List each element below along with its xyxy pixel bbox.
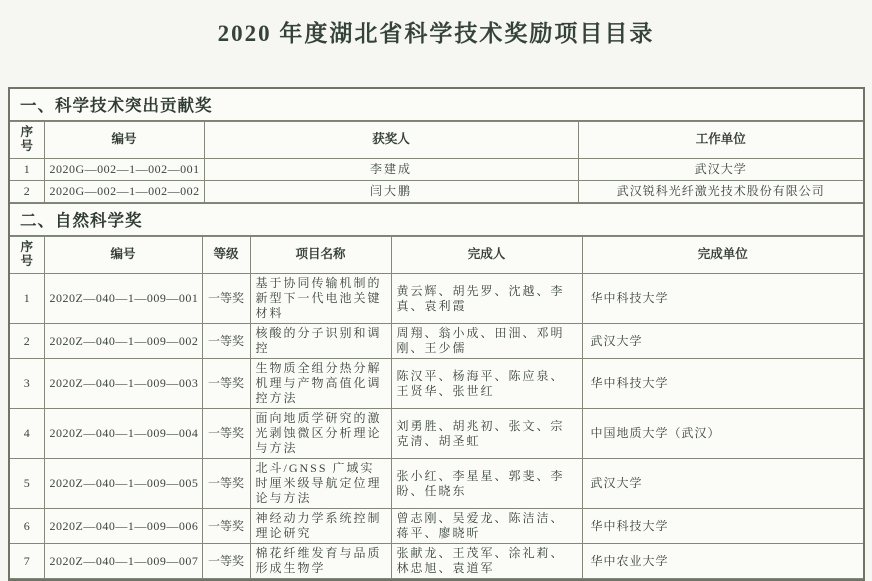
- page-title: 2020 年度湖北省科学技术奖励项目目录: [217, 21, 655, 46]
- table-row: [10, 274, 863, 324]
- cell-project: 棉花纤维发育与品质形成生物学: [250, 544, 391, 579]
- cell-unit: 华中科技大学: [582, 274, 863, 324]
- cell-seq: 2: [10, 181, 44, 203]
- cell-code: 2020G—002—1—002—001: [44, 159, 204, 181]
- cell-workunit: 武汉锐科光纤激光技术股份有限公司: [578, 181, 863, 203]
- header-cell-code: 编号: [44, 122, 204, 159]
- cell-seq: 1: [10, 159, 44, 181]
- cell-completers: 张献龙、王茂军、涂礼莉、林忠旭、袁道军: [391, 544, 582, 579]
- cell-completers: 黄云辉、胡先罗、沈越、李真、袁利霞: [391, 274, 582, 324]
- header-cell-code: 编号: [44, 237, 202, 274]
- header-cell-grade: 等级: [202, 237, 250, 274]
- cell-code: 2020Z—040—1—009—003: [44, 359, 202, 409]
- table-row: [10, 459, 863, 509]
- section-heading-natural-science: 二、自然科学奖: [10, 203, 863, 236]
- cell-grade: 一等奖: [202, 459, 250, 509]
- table-row: [10, 159, 863, 181]
- header-cell-project: 项目名称: [250, 237, 391, 274]
- cell-grade: 一等奖: [202, 409, 250, 459]
- cell-completers: 张小红、李星星、郭斐、李盼、任晓东: [391, 459, 582, 509]
- cell-seq: 4: [10, 409, 44, 459]
- header-cell-winner: 获奖人: [204, 122, 578, 159]
- header-cell-seq: 序号: [10, 122, 44, 159]
- cell-unit: 武汉大学: [582, 459, 863, 509]
- cell-winner: 李建成: [204, 159, 578, 181]
- header-row: [10, 122, 863, 159]
- section-heading-outstanding-contribution: 一、科学技术突出贡献奖: [10, 89, 863, 121]
- outstanding-contribution-table: [10, 121, 863, 203]
- cell-unit: 华中科技大学: [582, 359, 863, 409]
- cell-code: 2020Z—040—1—009—006: [44, 509, 202, 544]
- cell-seq: 6: [10, 509, 44, 544]
- cell-workunit: 武汉大学: [578, 159, 863, 181]
- cell-completers: 刘勇胜、胡兆初、张文、宗克清、胡圣虹: [391, 409, 582, 459]
- cell-code: 2020Z—040—1—009—005: [44, 459, 202, 509]
- cell-winner: 闫大鹏: [204, 181, 578, 203]
- header-cell-completers: 完成人: [391, 237, 582, 274]
- cell-grade: 一等奖: [202, 509, 250, 544]
- header-cell-seq: 序号: [10, 237, 44, 274]
- cell-unit: 华中农业大学: [582, 544, 863, 579]
- awards-document: [8, 87, 865, 581]
- table-row: [10, 509, 863, 544]
- cell-code: 2020Z—040—1—009—004: [44, 409, 202, 459]
- cell-grade: 一等奖: [202, 359, 250, 409]
- cell-unit: 华中科技大学: [582, 509, 863, 544]
- cell-grade: 一等奖: [202, 324, 250, 359]
- cell-unit: 武汉大学: [582, 324, 863, 359]
- cell-seq: 2: [10, 324, 44, 359]
- cell-grade: 一等奖: [202, 274, 250, 324]
- natural-science-table: [10, 236, 863, 579]
- cell-seq: 5: [10, 459, 44, 509]
- cell-seq: 7: [10, 544, 44, 579]
- cell-project: 基于协同传输机制的新型下一代电池关键材料: [250, 274, 391, 324]
- cell-project: 核酸的分子识别和调控: [250, 324, 391, 359]
- cell-code: 2020Z—040—1—009—002: [44, 324, 202, 359]
- cell-completers: 周翔、翁小成、田沺、邓明刚、王少儒: [391, 324, 582, 359]
- table-row: [10, 181, 863, 203]
- cell-seq: 3: [10, 359, 44, 409]
- header-row: [10, 237, 863, 274]
- header-cell-unit: 完成单位: [582, 237, 863, 274]
- cell-project: 面向地质学研究的激光剥蚀微区分析理论与方法: [250, 409, 391, 459]
- table-row: [10, 359, 863, 409]
- cell-grade: 一等奖: [202, 544, 250, 579]
- cell-project: 生物质全组分热分解机理与产物高值化调控方法: [250, 359, 391, 409]
- cell-project: 北斗/GNSS 广域实时厘米级导航定位理论与方法: [250, 459, 391, 509]
- cell-unit: 中国地质大学（武汉）: [582, 409, 863, 459]
- cell-code: 2020Z—040—1—009—001: [44, 274, 202, 324]
- cell-code: 2020G—002—1—002—002: [44, 181, 204, 203]
- table-row: [10, 324, 863, 359]
- cell-project: 神经动力学系统控制理论研究: [250, 509, 391, 544]
- cell-seq: 1: [10, 274, 44, 324]
- header-cell-workunit: 工作单位: [578, 122, 863, 159]
- cell-code: 2020Z—040—1—009—007: [44, 544, 202, 579]
- table-row: [10, 409, 863, 459]
- cell-completers: 陈汉平、杨海平、陈应泉、王贤华、张世红: [391, 359, 582, 409]
- cell-completers: 曾志刚、吴爱龙、陈洁洁、蒋平、廖晓昕: [391, 509, 582, 544]
